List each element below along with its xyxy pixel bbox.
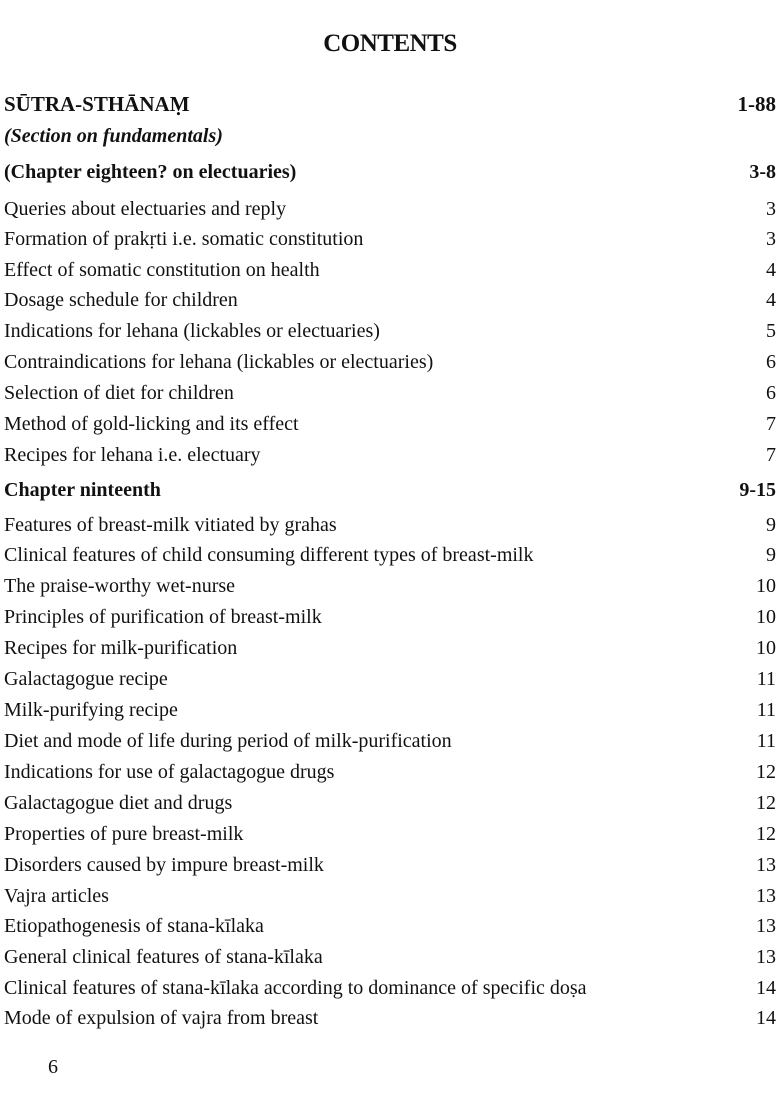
toc-entry-text: Disorders caused by impure breast-milk xyxy=(4,854,324,876)
toc-page-number: 9 xyxy=(766,544,776,566)
toc-chapter-row xyxy=(4,478,776,502)
toc-page-number: 11 xyxy=(756,668,776,690)
toc-page-number: 4 xyxy=(766,289,776,311)
toc-page-number: 7 xyxy=(766,444,776,466)
toc-page-number: 14 xyxy=(756,977,776,999)
toc-page-number: 6 xyxy=(766,351,776,373)
toc-entry-text: Features of breast-milk vitiated by grahas xyxy=(4,514,337,536)
toc-entry-text: Etiopathogenesis of stana-kīlaka xyxy=(4,915,264,937)
toc-page-number: 11 xyxy=(756,699,776,721)
toc-entry-text: Effect of somatic constitution on health xyxy=(4,259,320,281)
toc-entry-text: Dosage schedule for children xyxy=(4,289,238,311)
toc-entry-text: Formation of prakṛti i.e. somatic constitution xyxy=(4,228,364,250)
toc-page-number: 5 xyxy=(766,320,776,342)
toc-page-number: 3 xyxy=(766,198,776,220)
toc-entry-text: Principles of purification of breast-milk xyxy=(4,606,322,628)
toc-entry-text: Indications for lehana (lickables or electuaries) xyxy=(4,320,380,342)
toc-entry-text: Galactagogue recipe xyxy=(4,668,168,690)
toc-page-number: 7 xyxy=(766,413,776,435)
toc-entry-text: Galactagogue diet and drugs xyxy=(4,792,233,814)
toc-page-number: 13 xyxy=(756,854,776,876)
toc-page-number: 12 xyxy=(756,792,776,814)
toc-entry-text: Properties of pure breast-milk xyxy=(4,823,244,845)
toc-page-number: 10 xyxy=(756,637,776,659)
toc-entry-text: General clinical features of stana-kīlaka xyxy=(4,946,323,968)
toc-item-row xyxy=(4,853,776,877)
toc-page-number: 13 xyxy=(756,946,776,968)
toc-entry-text: The praise-worthy wet-nurse xyxy=(4,575,236,597)
toc-entry-text: Method of gold-licking and its effect xyxy=(4,413,299,435)
toc-item-row xyxy=(4,197,776,221)
toc-item-row xyxy=(4,350,776,374)
toc-item-row xyxy=(4,443,776,467)
toc-entry-text: (Chapter eighteen? on electuaries) xyxy=(4,161,297,183)
toc-page-number: 12 xyxy=(756,761,776,783)
toc-entry-text: Diet and mode of life during period of milk-purification xyxy=(4,730,452,752)
toc-item-row xyxy=(4,381,776,405)
toc-page-number: 11 xyxy=(756,730,776,752)
toc-item-row xyxy=(4,319,776,343)
toc-item-row xyxy=(4,822,776,846)
toc-item-row xyxy=(4,513,776,537)
toc-item-row xyxy=(4,760,776,784)
toc-page-number: 4 xyxy=(766,259,776,281)
page-number: 6 xyxy=(48,1056,58,1078)
toc-page-number: 9-15 xyxy=(739,479,776,501)
page-title: CONTENTS xyxy=(323,30,457,57)
toc-entry-text: Clinical features of child consuming different types of breast-milk xyxy=(4,544,534,566)
toc-entry-text: Milk-purifying recipe xyxy=(4,699,178,721)
toc-entry-text: (Section on fundamentals) xyxy=(4,125,223,147)
toc-item-row xyxy=(4,574,776,598)
toc-item-row xyxy=(4,288,776,312)
toc-item-row xyxy=(4,543,776,567)
toc-page-number: 3 xyxy=(766,228,776,250)
toc-page-number: 1-88 xyxy=(737,92,776,116)
toc-item-row xyxy=(4,914,776,938)
toc-item-row xyxy=(4,227,776,251)
toc-entry-text: Chapter ninteenth xyxy=(4,479,161,501)
toc-page-number: 10 xyxy=(756,575,776,597)
toc-entry-text: Clinical features of stana-kīlaka according to dominance of specific doṣa xyxy=(4,977,587,999)
toc-chapter-row xyxy=(4,160,776,184)
toc-page-number: 6 xyxy=(766,382,776,404)
toc-item-row xyxy=(4,667,776,691)
toc-item-row xyxy=(4,729,776,753)
toc-page-number: 10 xyxy=(756,606,776,628)
toc-item-row xyxy=(4,698,776,722)
toc-item-row xyxy=(4,636,776,660)
toc-entry-text: Vajra articles xyxy=(4,885,109,907)
toc-entry-text: Indications for use of galactagogue drugs xyxy=(4,761,335,783)
toc-entry-text: Contraindications for lehana (lickables or electuaries) xyxy=(4,351,434,373)
toc-item-row xyxy=(4,605,776,629)
toc-page-number: 13 xyxy=(756,915,776,937)
toc-page-number: 12 xyxy=(756,823,776,845)
toc-subtitle-row xyxy=(4,124,776,148)
toc-item-row xyxy=(4,791,776,815)
toc-item-row xyxy=(4,976,776,1000)
toc-part-row xyxy=(4,92,776,116)
toc-entry-text: Queries about electuaries and reply xyxy=(4,198,287,220)
toc-page-number: 13 xyxy=(756,885,776,907)
toc-entry-text: Selection of diet for children xyxy=(4,382,234,404)
toc-entry-text: SŪTRA-STHĀNAṂ xyxy=(4,92,190,116)
toc-page-number: 14 xyxy=(756,1007,776,1029)
toc-entry-text: Mode of expulsion of vajra from breast xyxy=(4,1007,319,1029)
toc-page-number: 3-8 xyxy=(749,161,776,183)
toc-item-row xyxy=(4,884,776,908)
toc-page-number: 9 xyxy=(766,514,776,536)
toc-entry-text: Recipes for milk-purification xyxy=(4,637,238,659)
toc-item-row xyxy=(4,258,776,282)
toc-entry-text: Recipes for lehana i.e. electuary xyxy=(4,444,261,466)
toc-item-row xyxy=(4,945,776,969)
toc-item-row xyxy=(4,412,776,436)
toc-item-row xyxy=(4,1006,776,1030)
